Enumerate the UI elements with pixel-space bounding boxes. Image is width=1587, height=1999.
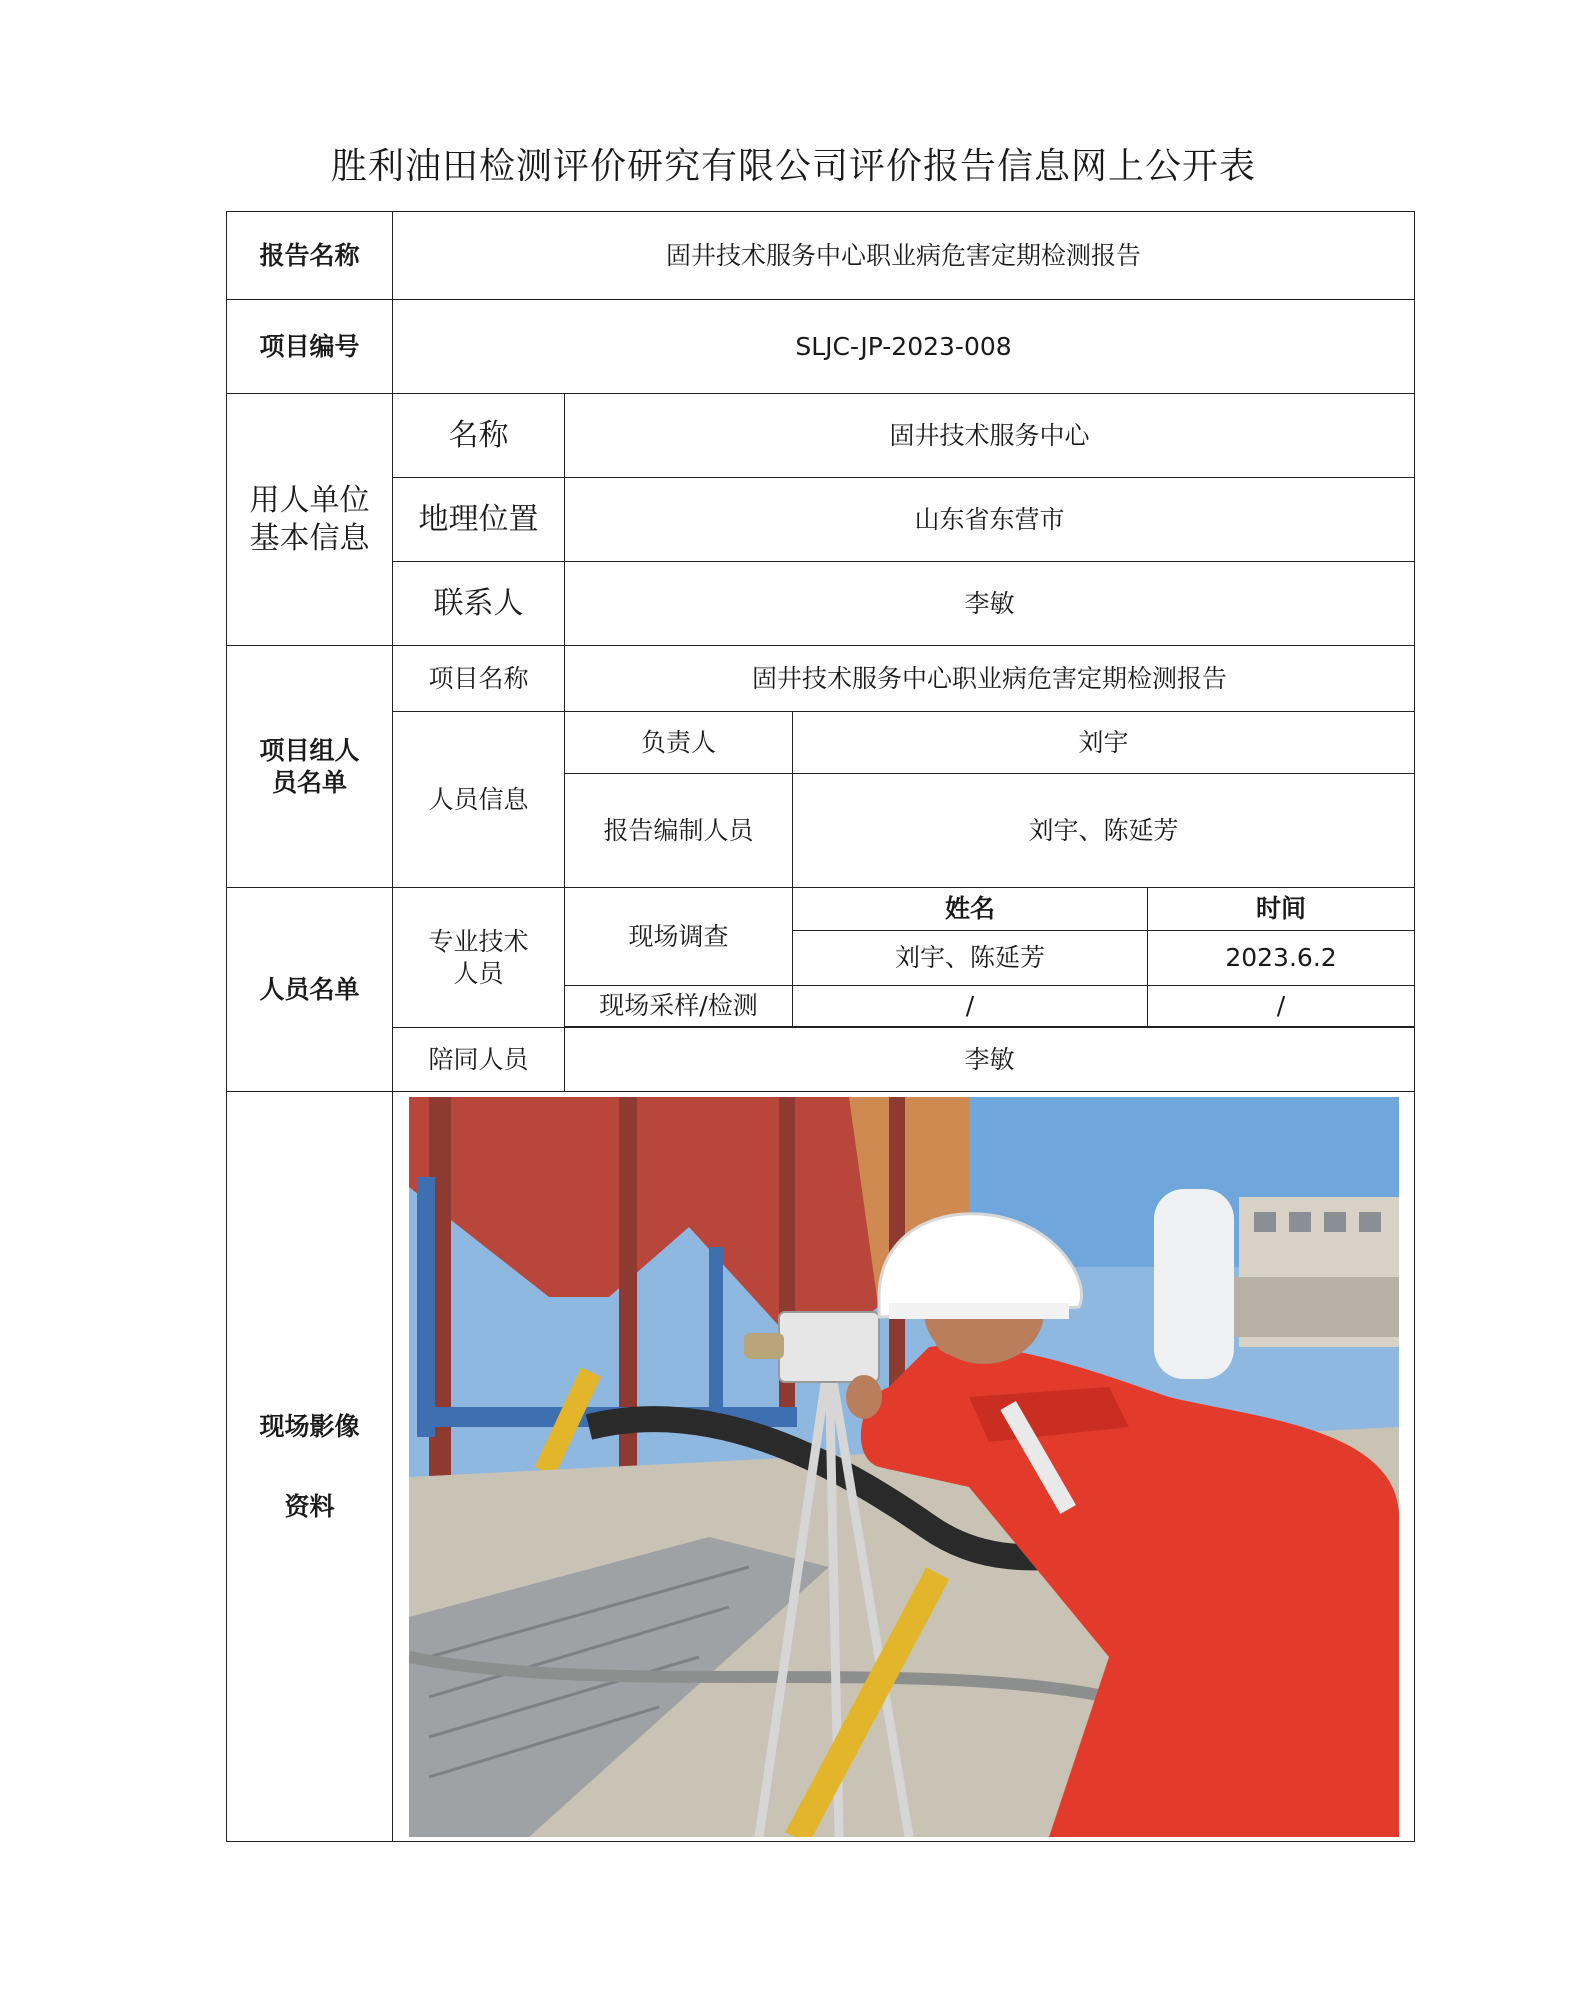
tech-staff-label: 专业技术人员 [393, 888, 565, 1028]
row-employer-location [227, 478, 1415, 562]
employer-contact-value: 李敏 [565, 562, 1415, 646]
project-no-value: SLJC-JP-2023-008 [393, 300, 1415, 394]
photo-label: 现场影像资料 [227, 1092, 393, 1842]
sampling-names: / [793, 986, 1148, 1027]
row-photo [227, 1092, 1415, 1842]
row-personnel-header [227, 888, 1415, 931]
row-team-project [227, 646, 1415, 712]
survey-label: 现场调查 [565, 888, 793, 986]
team-project-name-value: 固井技术服务中心职业病危害定期检测报告 [565, 646, 1415, 712]
sampling-label: 现场采样/检测 [565, 986, 793, 1027]
staff-info-label: 人员信息 [393, 712, 565, 888]
row-accompany [227, 1028, 1415, 1092]
row-team-leader [227, 712, 1415, 774]
project-no-label: 项目编号 [227, 300, 393, 394]
leader-label: 负责人 [565, 712, 793, 774]
survey-time: 2023.6.2 [1148, 931, 1415, 986]
site-photo [409, 1097, 1399, 1837]
report-info-table [226, 211, 1415, 1842]
compiler-value: 刘宇、陈延芳 [793, 774, 1415, 888]
sampling-time: / [1148, 986, 1415, 1027]
team-project-name-label: 项目名称 [393, 646, 565, 712]
employer-name-label: 名称 [393, 394, 565, 478]
leader-value: 刘宇 [793, 712, 1415, 774]
compiler-label: 报告编制人员 [565, 774, 793, 888]
team-label: 项目组人员名单 [227, 646, 393, 888]
survey-names: 刘宇、陈延芳 [793, 931, 1148, 986]
personnel-label: 人员名单 [227, 888, 393, 1092]
employer-location-label: 地理位置 [393, 478, 565, 562]
row-employer-name [227, 394, 1415, 478]
report-name-value: 固井技术服务中心职业病危害定期检测报告 [393, 212, 1415, 300]
employer-name-value: 固井技术服务中心 [565, 394, 1415, 478]
row-employer-contact [227, 562, 1415, 646]
employer-label: 用人单位基本信息 [227, 394, 393, 646]
row-project-no [227, 300, 1415, 394]
time-header: 时间 [1148, 888, 1415, 931]
page-title: 胜利油田检测评价研究有限公司评价报告信息网上公开表 [330, 146, 1256, 187]
employer-location-value: 山东省东营市 [565, 478, 1415, 562]
employer-contact-label: 联系人 [393, 562, 565, 646]
name-header: 姓名 [793, 888, 1148, 931]
row-report-name [227, 212, 1415, 300]
report-name-label: 报告名称 [227, 212, 393, 300]
accompany-value: 李敏 [565, 1028, 1415, 1092]
photo-cell [393, 1092, 1415, 1842]
accompany-label: 陪同人员 [393, 1028, 565, 1092]
